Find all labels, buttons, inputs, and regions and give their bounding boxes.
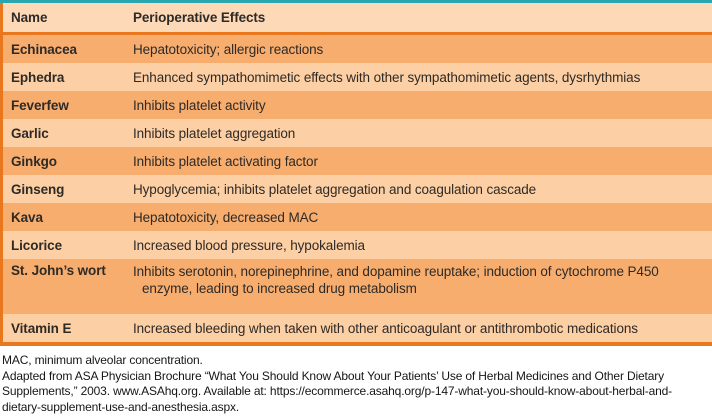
herbal-supplements-table [0, 3, 712, 346]
perioperative-effect-text: Inhibits platelet activating factor [133, 153, 318, 169]
citation-line: Adapted from ASA Physician Brochure “What You Should Know About Your Patients’ Use of Herbal Medicines and Other Dietary [2, 368, 664, 383]
table-row [3, 314, 712, 342]
footnotes [2, 353, 712, 415]
herb-name: Kava [11, 209, 43, 225]
perioperative-effect-text: Inhibits platelet activity [133, 97, 266, 113]
table-row [3, 231, 712, 259]
perioperative-effect-text: Inhibits platelet aggregation [133, 125, 296, 141]
herb-name: Feverfew [11, 97, 69, 113]
table-row [3, 147, 712, 175]
table-header-row [3, 3, 712, 35]
citation-note [2, 369, 712, 416]
citation-line: Supplements,” 2003. www.ASAhq.org. Available at: https://ecommerce.asahq.org/p-147-what-you-should-know-about-herbal-and- [2, 384, 673, 398]
herb-name: St. John’s wort [11, 263, 106, 278]
table-row [3, 35, 712, 63]
table-row [3, 203, 712, 231]
herb-name: Garlic [11, 125, 49, 141]
perioperative-effect-text: Enhanced sympathomimetic effects with other sympathomimetic agents, dysrhythmias [133, 69, 641, 85]
table-row [3, 63, 712, 91]
perioperative-effect-text: Increased bleeding when taken with other anticoagulant or antithrombotic medications [133, 320, 638, 336]
column-header-name: Name [11, 10, 48, 25]
herb-name: Licorice [11, 237, 62, 253]
perioperative-effect-text: Increased blood pressure, hypokalemia [133, 237, 365, 253]
citation-line: dietary-supplement-use-and-anesthesia.aspx. [2, 399, 240, 414]
table-body [3, 35, 712, 342]
perioperative-effect-text: Hepatotoxicity; allergic reactions [133, 41, 324, 57]
table-row [3, 259, 712, 314]
abbreviation-note: MAC, minimum alveolar concentration. [2, 353, 203, 367]
table-row [3, 91, 712, 119]
table-row [3, 175, 712, 203]
herb-name: Ephedra [11, 69, 65, 85]
herb-name: Vitamin E [11, 320, 72, 336]
herb-name: Echinacea [11, 41, 77, 57]
table-row [3, 119, 712, 147]
column-header-perioperative-effects: Perioperative Effects [133, 10, 266, 25]
perioperative-effect-text: Hepatotoxicity, decreased MAC [133, 209, 319, 225]
perioperative-effect-text: Inhibits serotonin, norepinephrine, and dopamine reuptake; induction of cytochrome P450 enzyme, leading to increased drug metabolism [133, 264, 659, 296]
perioperative-effect-text: Hypoglycemia; inhibits platelet aggregation and coagulation cascade [133, 181, 537, 197]
herb-name: Ginkgo [11, 153, 57, 169]
herb-name: Ginseng [11, 181, 65, 197]
